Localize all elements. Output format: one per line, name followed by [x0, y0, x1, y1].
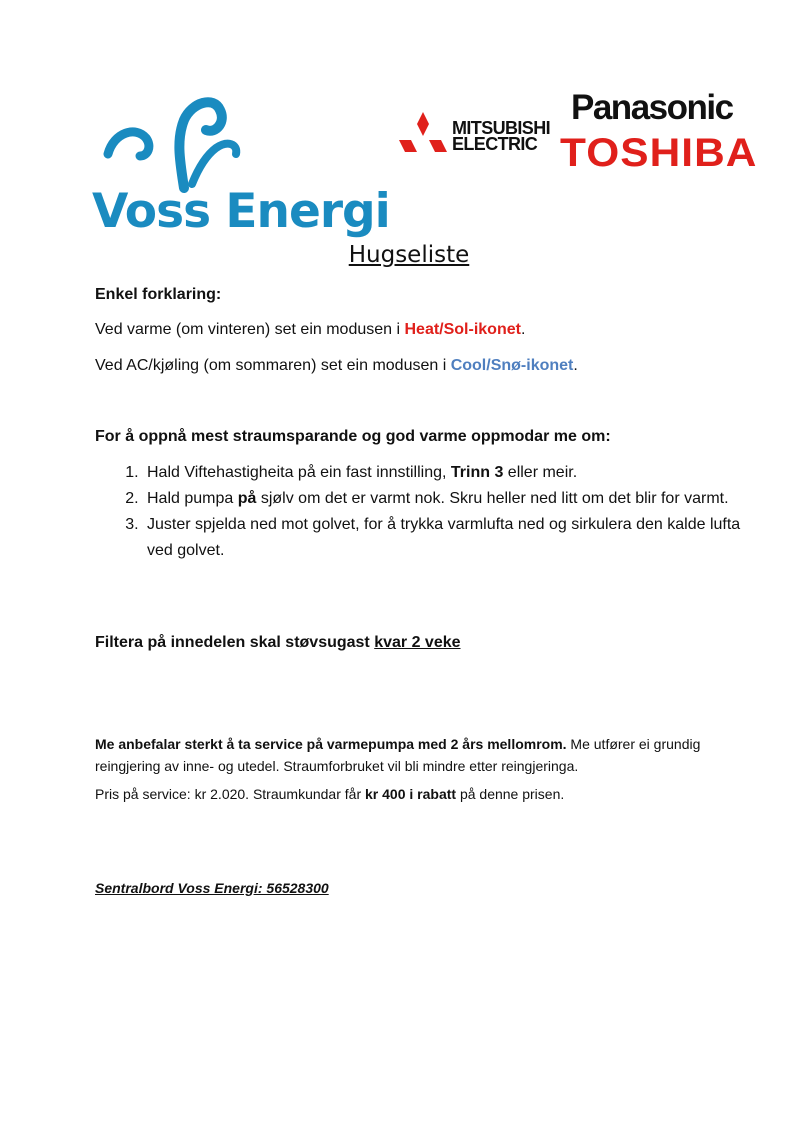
cool-mode-label: Cool/Snø-ikonet [450, 357, 574, 374]
intro-line-heat-end: . [520, 321, 526, 338]
mitsubishi-electric-wordmark [452, 120, 550, 152]
filter-interval: kvar 2 veke [374, 634, 461, 651]
tip2-end: sjølv om det er varmt nok. Skru heller ned litt om det blir for varmt. [256, 490, 729, 507]
contact-line: Sentralbord Voss Energi: 56528300 [95, 880, 329, 896]
page-title: Hugseliste [348, 242, 470, 268]
intro-line-cool-end: . [573, 357, 578, 374]
price-discount: kr 400 i rabatt [365, 786, 457, 802]
mitsubishi-line1: MITSUBISHI [452, 118, 551, 138]
tips-heading: For å oppnå mest straumsparande og god varme oppmodar me om: [95, 428, 611, 445]
panasonic-logo: Panasonic [571, 88, 733, 127]
tip1-bold: Trinn 3 [450, 464, 504, 481]
mitsubishi-line2: ELECTRIC [452, 134, 538, 154]
tip1-text: Hald Viftehastigheita på ein fast innstilling, [147, 464, 451, 481]
heat-mode-label: Heat/Sol-ikonet [404, 321, 521, 338]
voss-energi-wordmark: Voss Energi [92, 184, 390, 239]
intro-line-cool [95, 357, 578, 375]
service-details: Me utfører ei grundig reingjering av inne- og utedel. Straumforbruket vil bli mindre etter reingjeringa. [95, 736, 701, 774]
intro-heading: Enkel forklaring: [95, 286, 222, 303]
filter-text: Filtera på innedelen skal støvsugast [95, 634, 375, 651]
intro-line-cool-text: Ved AC/kjøling (om sommaren) set ein modusen i [95, 357, 451, 374]
tip2-text: Hald pumpa [147, 490, 238, 507]
tip1-end: eller meir. [503, 464, 578, 481]
intro-line-heat-text: Ved varme (om vinteren) set ein modusen i [95, 321, 405, 338]
intro-line-heat [95, 321, 525, 339]
price-end: på denne prisen. [456, 786, 565, 802]
toshiba-logo: TOSHIBA [560, 131, 758, 175]
list-item [143, 460, 763, 486]
tips-list [95, 460, 763, 564]
list-item [143, 486, 763, 512]
tip2-bold: på [237, 490, 257, 507]
service-recommendation: Me anbefalar sterkt å ta service på varmepumpa med 2 års mellomrom. [95, 736, 567, 752]
service-paragraph [95, 733, 715, 777]
service-price [95, 786, 564, 802]
list-item: 3. Juster spjelda ned mot golvet, for å trykka varmlufta ned og sirkulera den kalde lufta ved golvet. [143, 512, 763, 564]
price-text: Pris på service: kr 2.020. Straumkundar får [95, 786, 365, 802]
filter-note [95, 634, 461, 652]
